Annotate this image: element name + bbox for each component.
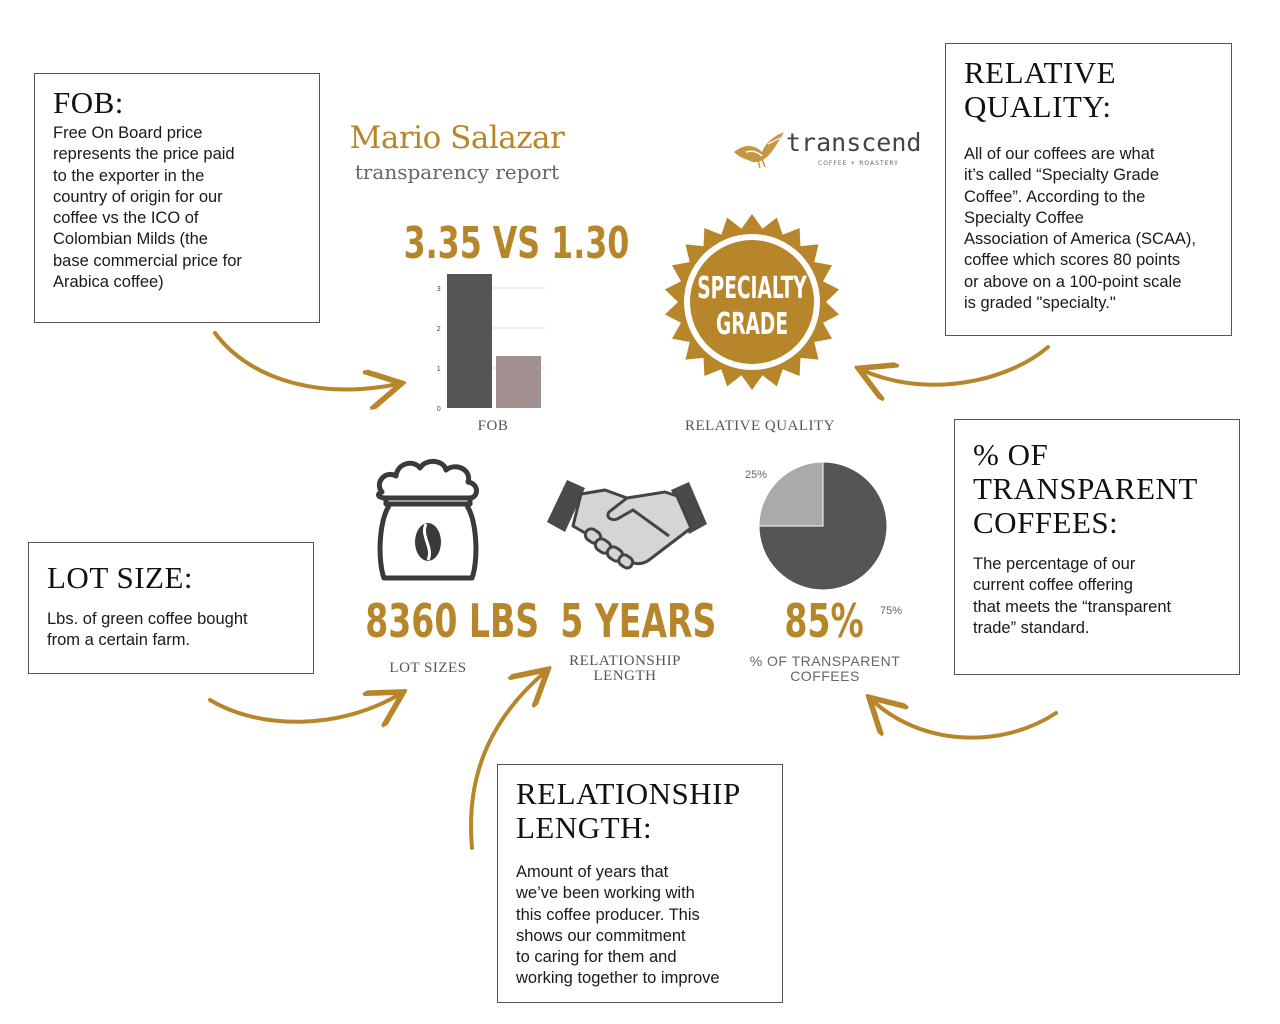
arrow-quality (862, 347, 1048, 385)
report-owner-name: Mario Salazar (349, 120, 565, 156)
bird-icon (732, 130, 792, 170)
fob-info-box (34, 73, 320, 323)
transparent-box-title: % OF TRANSPARENT COFFEES: (973, 437, 1198, 540)
fob-y-tick: 2 (436, 325, 441, 333)
fob-y-tick: 0 (436, 405, 441, 413)
relationship-box-title: RELATIONSHIP LENGTH: (516, 776, 741, 845)
fob-bar (447, 274, 492, 408)
pie-label-75: 75% (880, 605, 903, 617)
arrow-transparent (872, 700, 1056, 738)
transparent-coffees-label: % OF TRANSPARENT COFFEES (749, 653, 901, 684)
pie-label-25: 25% (745, 469, 768, 481)
arrow-lot (210, 694, 400, 722)
relationship-box-text: Amount of years that we’ve been working with this coffee producer. This shows our commitment to caring for them and working together to improve (516, 863, 720, 988)
quality-box-title: RELATIVE QUALITY: (964, 55, 1117, 124)
relationship-stat: 5 YEARS (560, 594, 717, 648)
pie-slice (759, 462, 823, 526)
fob-box-title: FOB: (53, 85, 124, 120)
lot-sizes-label: LOT SIZES (389, 660, 467, 676)
relative-quality-label: RELATIVE QUALITY (684, 418, 836, 434)
fob-y-tick: 1 (436, 365, 441, 373)
relationship-info-box (497, 764, 783, 1003)
report-subtitle: transparency report (354, 160, 560, 184)
fob-bar-chart (425, 268, 555, 418)
fob-label: FOB (477, 418, 509, 434)
arrow-fob (215, 333, 398, 389)
specialty-grade-badge (662, 212, 842, 392)
handshake-icon (545, 478, 709, 578)
brand-logo (732, 128, 922, 173)
coffee-bag-icon (368, 452, 488, 582)
lot-size-info-box (28, 542, 314, 674)
quality-box-text: All of our coffees are what it’s called “Specialty Grade Coffee”. According to the Specialty Coffee Association of America (SCAA), coffee which scores 80 points or above on a 100-point scale is graded "specialty." (964, 145, 1196, 313)
fob-stat: 3.35 VS 1.30 (403, 218, 630, 269)
quality-info-box (945, 43, 1232, 336)
fob-box-text: Free On Board price represents the price paid to the exporter in the country of origin for our coffee vs the ICO of Colombian Milds (the base commercial price for Arabica coffee) (53, 124, 242, 292)
badge-line-1: SPECIALTY (697, 270, 807, 306)
transparent-stat: 85% (784, 594, 864, 648)
lot-size-stat: 8360 LBS (365, 594, 540, 648)
brand-name: transcend (786, 128, 922, 157)
fob-y-tick: 3 (436, 285, 441, 293)
relationship-length-label: RELATIONSHIP LENGTH (569, 653, 681, 684)
brand-tagline: COFFEE + ROASTERY (818, 160, 899, 167)
fob-bar (496, 356, 541, 408)
transparent-box-text: The percentage of our current coffee offering that meets the “transparent trade” standard. (973, 555, 1172, 637)
lot-size-box-text: Lbs. of green coffee bought from a certain farm. (47, 610, 248, 650)
badge-line-2: GRADE (715, 306, 789, 342)
transparent-info-box (954, 419, 1240, 675)
lot-size-box-title: LOT SIZE: (47, 560, 193, 595)
